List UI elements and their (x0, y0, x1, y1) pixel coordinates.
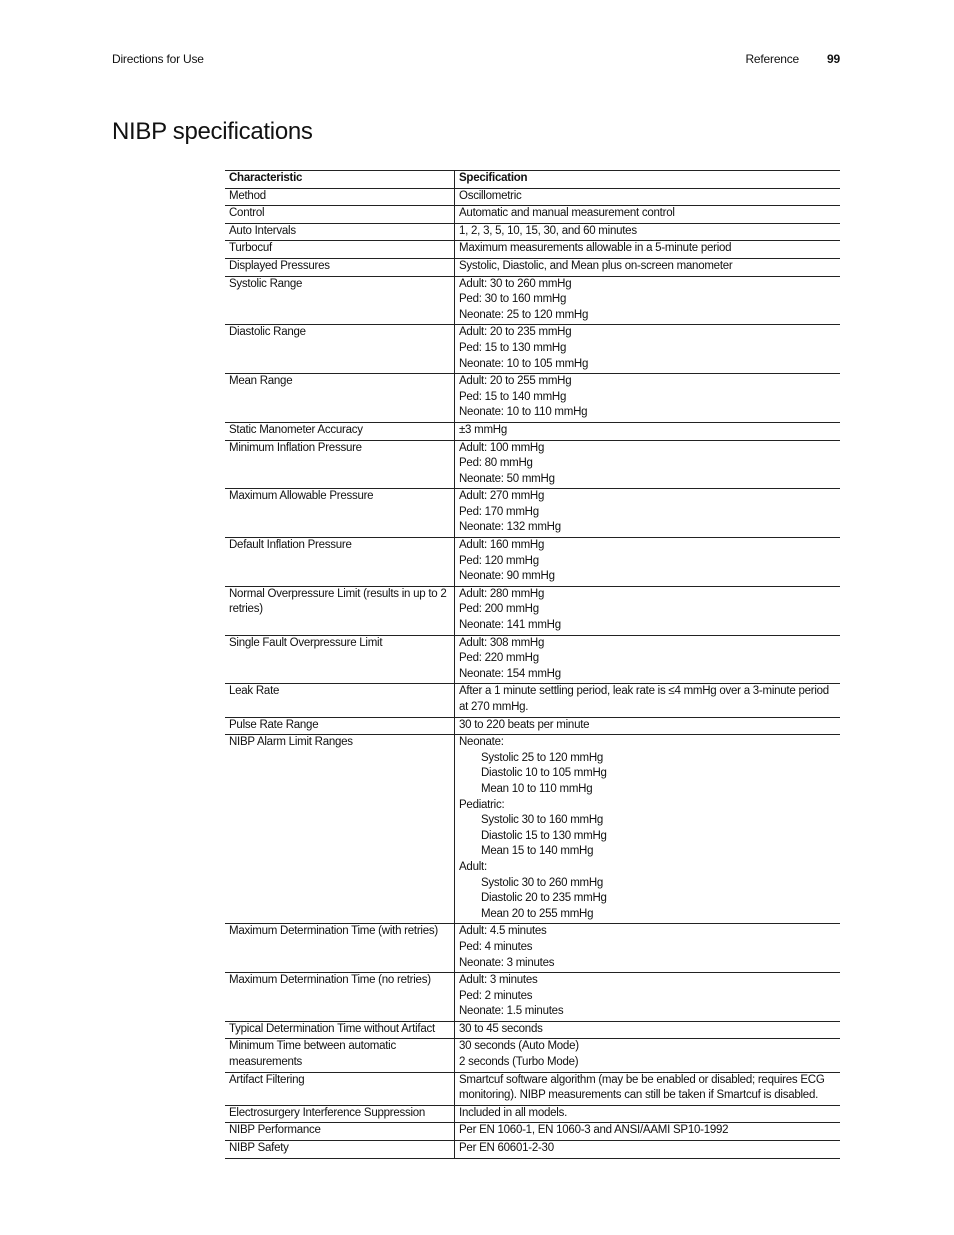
characteristic-cell: NIBP Safety (225, 1141, 455, 1159)
table-row (225, 1141, 840, 1159)
specification-cell (455, 1105, 841, 1123)
specification-line: Systolic 30 to 260 mmHg (481, 876, 604, 889)
table-row (225, 924, 840, 973)
specification-line: 1, 2, 3, 5, 10, 15, 30, and 60 minutes (459, 224, 637, 237)
table-row (225, 325, 840, 374)
characteristic-cell: Maximum Allowable Pressure (225, 489, 455, 538)
column-header-characteristic: Characteristic (225, 171, 455, 189)
specification-cell (455, 684, 841, 717)
page-number: 99 (827, 52, 840, 66)
specification-cell (455, 422, 841, 440)
specification-cell (455, 635, 841, 684)
specification-cell (455, 489, 841, 538)
characteristic-cell: Displayed Pressures (225, 258, 455, 276)
specification-line: Oscillometric (459, 189, 522, 202)
table-row (225, 1039, 840, 1072)
specification-line: Diastolic 20 to 235 mmHg (481, 892, 607, 905)
characteristic-cell: Electrosurgery Interference Suppression (225, 1105, 455, 1123)
specification-line: Neonate: 132 mmHg (459, 521, 561, 534)
specification-line: Neonate: 3 minutes (459, 956, 555, 969)
specification-line: Mean 10 to 110 mmHg (481, 782, 593, 795)
characteristic-cell: Systolic Range (225, 276, 455, 325)
specification-line: Ped: 4 minutes (459, 940, 533, 953)
characteristic-cell: NIBP Alarm Limit Ranges (225, 735, 455, 924)
specification-line: After a 1 minute settling period, leak rate is ≤4 mmHg over a 3-minute period at 270 mmHg. (459, 685, 829, 713)
specification-line: Systolic 25 to 120 mmHg (481, 751, 604, 764)
characteristic-cell: Maximum Determination Time (no retries) (225, 973, 455, 1022)
specification-cell (455, 241, 841, 259)
characteristic-cell: Auto Intervals (225, 223, 455, 241)
specification-line: Per EN 60601-2-30 (459, 1142, 554, 1155)
characteristic-cell: Normal Overpressure Limit (results in up to 2 retries) (225, 586, 455, 635)
characteristic-cell: Minimum Time between automatic measurements (225, 1039, 455, 1072)
specification-line: Mean 15 to 140 mmHg (481, 845, 594, 858)
table-header-row (225, 171, 840, 189)
specification-cell (455, 223, 841, 241)
specification-line: Neonate: (459, 736, 504, 749)
specification-line: ±3 mmHg (459, 423, 508, 436)
specification-line: Neonate: 50 mmHg (459, 472, 555, 485)
specification-cell (455, 1039, 841, 1072)
specification-line: Neonate: 25 to 120 mmHg (459, 308, 589, 321)
table-row (225, 973, 840, 1022)
table-row (225, 735, 840, 924)
specification-line: Pediatric: (459, 798, 505, 811)
specification-line: 30 to 220 beats per minute (459, 718, 590, 731)
specification-line: Neonate: 141 mmHg (459, 619, 561, 632)
characteristic-cell: Control (225, 206, 455, 224)
table-row (225, 440, 840, 489)
specification-line: Adult: 20 to 255 mmHg (459, 375, 572, 388)
table-row (225, 538, 840, 587)
specification-cell (455, 586, 841, 635)
specification-line: Automatic and manual measurement control (459, 207, 675, 220)
specification-line: Adult: 280 mmHg (459, 587, 545, 600)
specification-cell (455, 973, 841, 1022)
table-row (225, 635, 840, 684)
specification-cell (455, 1141, 841, 1159)
specification-line: Adult: 4.5 minutes (459, 925, 547, 938)
specification-cell (455, 258, 841, 276)
characteristic-cell: Typical Determination Time without Artifact (225, 1021, 455, 1039)
specification-line: Maximum measurements allowable in a 5-minute period (459, 242, 732, 255)
table-row (225, 258, 840, 276)
table-row (225, 223, 840, 241)
characteristic-cell: Single Fault Overpressure Limit (225, 635, 455, 684)
characteristic-cell: Leak Rate (225, 684, 455, 717)
specification-line: 30 seconds (Auto Mode) (459, 1040, 579, 1053)
specification-line: Mean 20 to 255 mmHg (481, 907, 594, 920)
section-name: Reference (745, 52, 800, 66)
specification-cell (455, 440, 841, 489)
specification-line: Diastolic 10 to 105 mmHg (481, 767, 607, 780)
specification-line: Ped: 220 mmHg (459, 652, 539, 665)
page-title: NIBP specifications (112, 118, 313, 145)
specification-cell (455, 188, 841, 206)
specification-cell (455, 717, 841, 735)
running-header-left: Directions for Use (112, 52, 204, 66)
characteristic-cell: Diastolic Range (225, 325, 455, 374)
specification-cell (455, 735, 841, 924)
characteristic-cell: Minimum Inflation Pressure (225, 440, 455, 489)
specification-line: Ped: 2 minutes (459, 989, 533, 1002)
specification-line: Ped: 80 mmHg (459, 457, 533, 470)
specification-line: Ped: 15 to 140 mmHg (459, 390, 567, 403)
specification-line: Adult: (459, 860, 487, 873)
specification-line: 30 to 45 seconds (459, 1022, 543, 1035)
specification-cell (455, 538, 841, 587)
specification-line: Included in all models. (459, 1106, 568, 1119)
specification-line: Neonate: 10 to 105 mmHg (459, 357, 589, 370)
specification-line: Ped: 200 mmHg (459, 603, 539, 616)
characteristic-cell: Static Manometer Accuracy (225, 422, 455, 440)
specification-line: Ped: 170 mmHg (459, 505, 539, 518)
specification-line: Smartcuf software algorithm (may be be enabled or disabled; requires ECG monitoring). NIBP measurements can still be taken if Smartcuf is disabled. (459, 1073, 825, 1102)
table-row (225, 586, 840, 635)
specification-cell (455, 276, 841, 325)
specification-line: Ped: 120 mmHg (459, 554, 539, 567)
specification-line: Adult: 160 mmHg (459, 539, 545, 552)
characteristic-cell: Turbocuf (225, 241, 455, 259)
specification-line: Adult: 3 minutes (459, 974, 538, 987)
specification-line: Neonate: 10 to 110 mmHg (459, 406, 588, 419)
table-body (225, 188, 840, 1158)
characteristic-cell: Artifact Filtering (225, 1072, 455, 1105)
specification-line: Adult: 100 mmHg (459, 441, 545, 454)
characteristic-cell: Method (225, 188, 455, 206)
table-row (225, 374, 840, 423)
specification-line: Adult: 20 to 235 mmHg (459, 326, 572, 339)
table-row (225, 1072, 840, 1105)
characteristic-cell: NIBP Performance (225, 1123, 455, 1141)
table-row (225, 1105, 840, 1123)
specification-cell (455, 1072, 841, 1105)
specification-cell (455, 325, 841, 374)
characteristic-cell: Mean Range (225, 374, 455, 423)
specification-line: Systolic, Diastolic, and Mean plus on-screen manometer (459, 259, 733, 272)
specification-line: Neonate: 1.5 minutes (459, 1005, 564, 1018)
specification-cell (455, 374, 841, 423)
column-header-specification: Specification (455, 171, 841, 189)
table-row (225, 684, 840, 717)
specification-line: Adult: 270 mmHg (459, 490, 545, 503)
specification-line: Ped: 15 to 130 mmHg (459, 341, 567, 354)
table-row (225, 276, 840, 325)
specification-line: Adult: 30 to 260 mmHg (459, 277, 572, 290)
table-row (225, 241, 840, 259)
table-row (225, 422, 840, 440)
specification-cell (455, 1021, 841, 1039)
table-row (225, 489, 840, 538)
characteristic-cell: Default Inflation Pressure (225, 538, 455, 587)
running-header-right (745, 52, 840, 66)
table-row (225, 1123, 840, 1141)
specification-line: Per EN 1060-1, EN 1060-3 and ANSI/AAMI SP10-1992 (459, 1124, 729, 1137)
characteristic-cell: Pulse Rate Range (225, 717, 455, 735)
table-row (225, 1021, 840, 1039)
specification-line: Neonate: 154 mmHg (459, 667, 561, 680)
specification-cell (455, 924, 841, 973)
specification-cell (455, 1123, 841, 1141)
nibp-spec-table (225, 170, 840, 1159)
specification-cell (455, 206, 841, 224)
specification-line: Neonate: 90 mmHg (459, 570, 555, 583)
specification-line: Adult: 308 mmHg (459, 636, 545, 649)
table-row (225, 206, 840, 224)
characteristic-cell: Maximum Determination Time (with retries) (225, 924, 455, 973)
specification-line: Ped: 30 to 160 mmHg (459, 293, 567, 306)
table-row (225, 188, 840, 206)
specification-line: 2 seconds (Turbo Mode) (459, 1056, 579, 1069)
specification-line: Systolic 30 to 160 mmHg (481, 814, 604, 827)
specification-line: Diastolic 15 to 130 mmHg (481, 829, 607, 842)
table-row (225, 717, 840, 735)
